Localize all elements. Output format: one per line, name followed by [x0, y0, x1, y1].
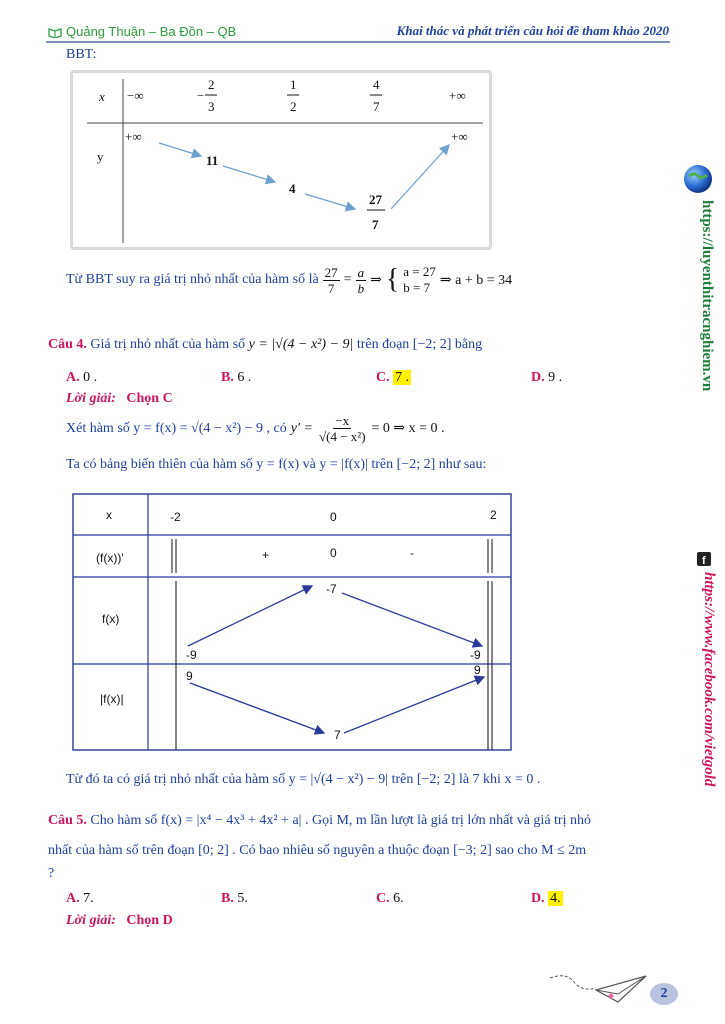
q4-answer: Chọn C: [126, 391, 173, 406]
header-right: Khai thác và phát triển câu hỏi đề tham khảo 2020: [396, 23, 669, 38]
t2-row-x: x: [106, 508, 112, 522]
svg-text:4: 4: [373, 77, 380, 92]
q5-option-b[interactable]: B. 5.: [221, 891, 248, 906]
question-4: [48, 337, 482, 353]
book-icon: [48, 26, 62, 38]
t2-row-absf: |f(x)|: [100, 692, 124, 706]
t2-abs-arrow-down: [190, 683, 324, 733]
t2-abs-mid: 7: [334, 728, 341, 742]
t1-x-neg2-3: [197, 77, 217, 114]
q5-label: Câu 5.: [48, 813, 87, 828]
t2-abs-left: 9: [186, 669, 193, 683]
variation-table-1-svg: [73, 73, 489, 247]
system-line-1: a = 27: [403, 264, 436, 279]
q4-line-1: Xét hàm số y = f(x) = √(4 − x²) − 9 , có y′ = $\frac{-x}{\text{√(4 − x²)}}$ = 0 ⇒ x = 0 .: [66, 413, 445, 444]
t1-x-4-7: [370, 77, 382, 114]
svg-text:−: −: [197, 88, 205, 103]
t2-border: [73, 494, 511, 750]
frac-27-7: $\frac{27}{7}$: [324, 264, 338, 296]
svg-text:7: 7: [373, 99, 380, 114]
t2-f-arrow-up: [188, 586, 312, 646]
svg-text:27: 27: [369, 192, 382, 207]
t2-x-0: 0: [330, 510, 337, 524]
side-facebook[interactable]: https://www.facebook.com/vietgold: [701, 572, 717, 787]
header-left: [48, 24, 236, 39]
t2-deriv-plus: +: [262, 548, 270, 562]
variation-table-1: [70, 70, 492, 250]
page-number: 2: [650, 983, 678, 1005]
conclusion-1-text: Từ BBT suy ra giá trị nhỏ nhất của hàm số là: [66, 272, 319, 288]
variation-table-2: [72, 493, 514, 758]
q4-line-2: Ta có bảng biến thiên của hàm số y = f(x) và y = |f(x)| trên [−2; 2] như sau:: [66, 457, 487, 472]
q5-option-a[interactable]: A. 7.: [66, 891, 94, 906]
t2-row-deriv: (f(x))': [96, 551, 124, 565]
t2-f-right: -9: [470, 648, 481, 662]
svg-text:1: 1: [290, 77, 297, 92]
q4-option-d[interactable]: D. 9 .: [531, 370, 563, 385]
system: [403, 264, 436, 297]
conclusion-1-tail: ⇒ a + b = 34: [439, 272, 513, 288]
q5-solution-label: Lời giải:: [66, 913, 116, 928]
t1-y-11: 11: [206, 153, 219, 168]
system-line-2: b = 7: [403, 280, 431, 296]
header-left-text: Quảng Thuận – Ba Đồn – QB: [66, 24, 237, 39]
t2-f-mid: -7: [326, 582, 337, 596]
bbt-label: BBT:: [66, 47, 97, 62]
t1-y-pinf-right: +∞: [451, 129, 468, 144]
t2-f-left: -9: [186, 648, 197, 662]
q4-line-1-tail: = 0 ⇒ x = 0 .: [371, 421, 445, 436]
globe-icon: [683, 164, 713, 194]
svg-text:7: 7: [372, 217, 379, 232]
q5-answer: Chọn D: [126, 913, 173, 928]
svg-text:f: f: [702, 555, 706, 566]
conclusion-1: Từ BBT suy ra giá trị nhỏ nhất của hàm số là $\frac{27}{7}$ = $\frac{a}{b}$ ⇒ { a = 27 b = 7 ⇒ a + b = 34: [66, 264, 513, 296]
t2-deriv-zero: 0: [330, 546, 337, 560]
t2-f-arrow-down: [342, 593, 482, 646]
side-website[interactable]: https://luyenthitracnghiem.vn: [699, 200, 715, 392]
t1-y-label: y: [97, 149, 104, 164]
q5-solution: [66, 913, 173, 929]
q5-option-c[interactable]: C. 6.: [376, 891, 404, 906]
t2-deriv-minus: -: [410, 546, 414, 560]
svg-text:3: 3: [208, 99, 215, 114]
t1-arrow-down-3: [305, 194, 355, 209]
q4-tail: trên đoạn [−2; 2] bằng: [356, 337, 483, 352]
t2-x-2: 2: [490, 508, 497, 522]
q4-final: Từ đó ta có giá trị nhỏ nhất của hàm số y = |√(4 − x²) − 9| trên [−2; 2] là 7 khi x = 0 .: [66, 772, 541, 787]
q5-line-2: nhất của hàm số trên đoạn [0; 2] . Có bao nhiêu số nguyên a thuộc đoạn [−3; 2] sao cho M ≤ 2m: [48, 843, 587, 858]
q5-line-3: ?: [48, 866, 55, 881]
header-divider: [46, 41, 670, 43]
q5-option-d[interactable]: D. 4.: [531, 891, 561, 906]
variation-table-2-svg: [72, 493, 514, 753]
t2-row-f: f(x): [102, 612, 120, 626]
q4-label: Câu 4.: [48, 337, 87, 352]
q4-solution: [66, 391, 173, 407]
t1-y-27-7: [367, 192, 385, 232]
deriv-frac: $\frac{-x}{\text{√(4 − x²)}}$: [319, 413, 366, 444]
q4-option-b[interactable]: B. 6 .: [221, 370, 252, 385]
q4-func: y = |√(4 − x²) − 9|: [248, 337, 354, 352]
t1-arrow-down-2: [223, 166, 275, 182]
paper-plane-icon: [546, 968, 650, 1008]
t1-x-ninf: −∞: [127, 88, 144, 103]
q4-option-c[interactable]: C. 7 .: [376, 370, 410, 385]
t1-y-4: 4: [289, 181, 296, 196]
frac-a-b: $\frac{a}{b}$: [357, 264, 365, 296]
t1-x-1-2: [287, 77, 299, 114]
facebook-icon: [697, 552, 711, 566]
q4-text: Giá trị nhỏ nhất của hàm số: [90, 337, 246, 352]
t2-abs-right: 9: [474, 663, 481, 677]
t1-x-label: x: [99, 89, 105, 104]
t1-arrow-down-1: [159, 143, 201, 156]
q5-line-1: [48, 813, 591, 829]
t2-abs-arrow-up: [344, 677, 484, 733]
q4-option-a[interactable]: A. 0 .: [66, 370, 98, 385]
q4-line-1-text: Xét hàm số y = f(x) = √(4 − x²) − 9 , có: [66, 420, 287, 436]
t2-x-neg2: -2: [170, 510, 181, 524]
q4-solution-label: Lời giải:: [66, 391, 116, 406]
q5-line-1-text: Cho hàm số f(x) = |x⁴ − 4x³ + 4x² + a| . Gọi M, m lần lượt là giá trị lớn nhất và giá trị nhỏ: [90, 813, 591, 828]
svg-text:2: 2: [208, 77, 215, 92]
t1-y-pinf-left: +∞: [125, 129, 142, 144]
t1-x-pinf: +∞: [449, 88, 466, 103]
svg-text:2: 2: [290, 99, 297, 114]
t1-arrow-up: [391, 145, 449, 209]
